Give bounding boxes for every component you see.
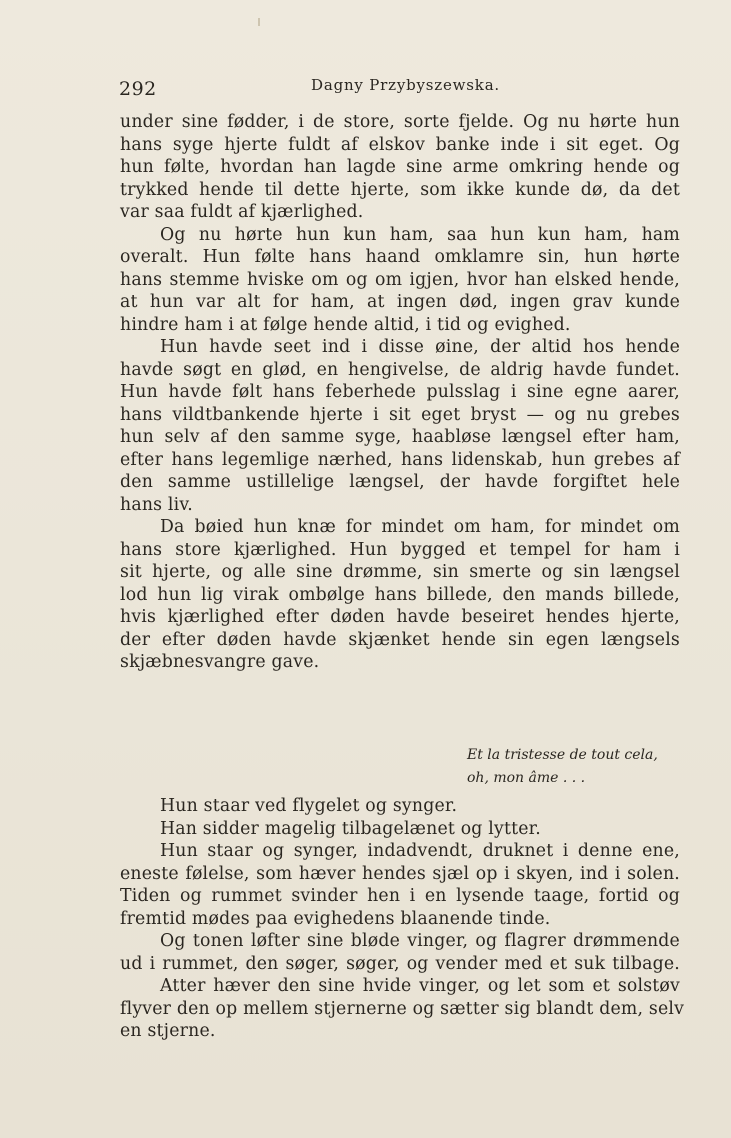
second-text-block [120,795,685,1043]
text-line: flyver den op mellem stjernerne og sætter sig blandt dem, selv [120,998,685,1019]
text-line: var saa fuldt af kjærlighed. [120,202,364,222]
epigraph-line: oh, mon âme . . . [467,770,586,786]
text-line: Hun havde seet ind i disse øine, der altid hos hende [160,337,680,357]
text-line: Tiden og rummet svinder hen i en lysende taage, fortid og [120,886,680,906]
epigraph-line: Et la tristesse de tout cela, [467,747,658,763]
text-line: havde søgt en glød, en hengivelse, de aldrig havde fundet. [120,359,680,380]
text-line: Hun staar ved flygelet og synger. [160,796,458,816]
text-line: der efter døden havde skjænket hende sin egen længsels [120,629,680,650]
text-line: overalt. Hun følte hans haand omklamre sin, hun hørte [120,247,680,267]
text-line: hun selv af den samme syge, haabløse længsel efter ham, [120,427,680,447]
text-line: hun følte, hvordan han lagde sine arme omkring hende og [120,157,680,177]
text-line: en stjerne. [120,1021,216,1041]
text-line: hans liv. [120,494,193,515]
text-line: sit hjerte, og alle sine drømme, sin smerte og sin længsel [120,562,680,582]
text-line: hans vildtbankende hjerte i sit eget bryst — og nu grebes [120,404,680,425]
text-line: at hun var alt for ham, at ingen død, ingen grav kunde [120,292,680,312]
text-line: Atter hæver den sine hvide vinger, og let som et solstøv [160,976,680,996]
text-line: lod hun lig virak ombølge hans billede, den mands billede, [120,584,680,605]
running-head: Dagny Przybyszewska. [311,76,501,94]
paper-speck [258,18,260,26]
text-line: hans stemme hviske om og om igjen, hvor han elsked hende, [120,269,680,290]
page-header [119,74,679,104]
text-line: den samme ustillelige længsel, der havde forgiftet hele [120,472,680,492]
text-line: eneste følelse, som hæver hendes sjæl op i skyen, ind i solen. [120,863,680,884]
text-line: Og tonen løfter sine bløde vinger, og flagrer drømmende [160,931,680,951]
text-line: hans syge hjerte fuldt af elskov banke inde i sit eget. Og [120,134,680,155]
text-line: efter hans legemlige nærhed, hans lidenskab, hun grebes af [120,449,680,470]
text-line: Og nu hørte hun kun ham, saa hun kun ham, ham [160,224,680,245]
epigraph [467,744,658,790]
text-line: Da bøied hun knæ for mindet om ham, for mindet om [160,517,680,537]
text-line: hindre ham i at følge hende altid, i tid og evighed. [120,314,571,335]
text-line: skjæbnesvangre gave. [120,652,320,672]
text-line: hvis kjærlighed efter døden havde beseiret hendes hjerte, [120,607,680,627]
text-line: hans store kjærlighed. Hun bygged et tempel for ham i [120,539,680,560]
text-line: under sine fødder, i de store, sorte fjelde. Og nu hørte hun [120,112,680,132]
text-line: ud i rummet, den søger, søger, og vender med et suk tilbage. [120,953,680,974]
main-text-block [120,111,680,674]
text-line: Hun havde følt hans feberhede pulsslag i sine egne aarer, [120,382,680,402]
text-line: trykked hende til dette hjerte, som ikke kunde dø, da det [120,179,680,200]
text-line: Han sidder magelig tilbagelænet og lytter. [160,818,541,839]
text-line: fremtid mødes paa evighedens blaanende tinde. [120,908,551,929]
page-number: 292 [119,78,157,100]
text-line: Hun staar og synger, indadvendt, druknet i denne ene, [160,841,680,861]
